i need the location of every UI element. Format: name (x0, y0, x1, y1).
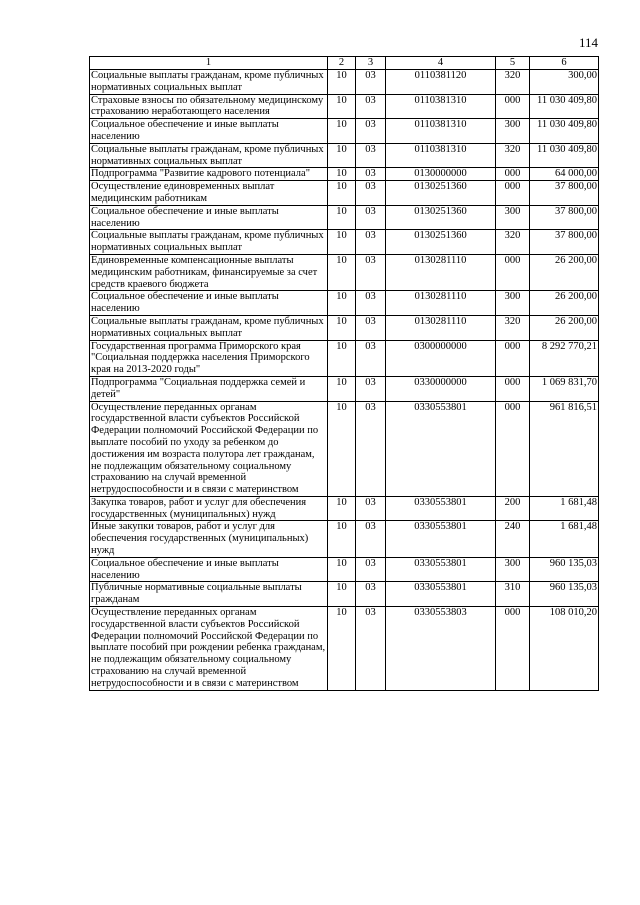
row-target-code: 0300000000 (386, 340, 496, 376)
header-col-6: 6 (530, 57, 599, 70)
row-subsection: 03 (356, 205, 386, 230)
table-row (90, 315, 599, 340)
row-target-code: 0330553801 (386, 582, 496, 607)
row-amount: 26 200,00 (530, 315, 599, 340)
row-target-code: 0330553801 (386, 557, 496, 582)
row-name: Подпрограмма "Социальная поддержка семей и детей" (90, 376, 328, 401)
row-amount: 37 800,00 (530, 230, 599, 255)
row-section: 10 (328, 143, 356, 168)
header-col-1: 1 (90, 57, 328, 70)
header-col-5: 5 (496, 57, 530, 70)
row-amount: 1 681,48 (530, 496, 599, 521)
row-expense-type: 200 (496, 496, 530, 521)
row-subsection: 03 (356, 143, 386, 168)
row-subsection: 03 (356, 181, 386, 206)
row-name: Социальное обеспечение и иные выплаты населению (90, 119, 328, 144)
row-expense-type: 000 (496, 376, 530, 401)
row-target-code: 0110381310 (386, 94, 496, 119)
row-expense-type: 000 (496, 401, 530, 496)
row-amount: 37 800,00 (530, 205, 599, 230)
row-section: 10 (328, 496, 356, 521)
table-row (90, 376, 599, 401)
row-target-code: 0130251360 (386, 230, 496, 255)
row-name: Государственная программа Приморского края "Социальная поддержка населения Приморского края на 2013-2020 годы" (90, 340, 328, 376)
row-name: Социальное обеспечение и иные выплаты населению (90, 557, 328, 582)
table-row (90, 607, 599, 691)
table-row (90, 70, 599, 95)
row-name: Социальное обеспечение и иные выплаты населению (90, 291, 328, 316)
row-amount: 26 200,00 (530, 291, 599, 316)
row-expense-type: 000 (496, 181, 530, 206)
row-subsection: 03 (356, 340, 386, 376)
row-amount: 8 292 770,21 (530, 340, 599, 376)
row-section: 10 (328, 291, 356, 316)
row-name: Осуществление переданных органам государственной власти субъектов Российской Федерации полномочий Российской Федерации по выплате пособий по уходу за ребенком до достижения им возраста полутора лет гражданам, не подлежащим обязательному социальному страхованию на случай временной нетрудоспособности и в связи с материнством (90, 401, 328, 496)
table-row (90, 181, 599, 206)
row-amount: 37 800,00 (530, 181, 599, 206)
row-target-code: 0130281110 (386, 254, 496, 290)
table-row (90, 254, 599, 290)
row-expense-type: 000 (496, 254, 530, 290)
row-expense-type: 320 (496, 70, 530, 95)
row-target-code: 0130251360 (386, 205, 496, 230)
row-name: Социальные выплаты гражданам, кроме публичных нормативных социальных выплат (90, 230, 328, 255)
row-target-code: 0130281110 (386, 291, 496, 316)
table-row (90, 557, 599, 582)
row-amount: 26 200,00 (530, 254, 599, 290)
row-expense-type: 000 (496, 607, 530, 691)
row-section: 10 (328, 557, 356, 582)
row-section: 10 (328, 521, 356, 557)
header-col-4: 4 (386, 57, 496, 70)
row-amount: 1 069 831,70 (530, 376, 599, 401)
row-expense-type: 300 (496, 291, 530, 316)
row-section: 10 (328, 94, 356, 119)
table-row (90, 496, 599, 521)
row-name: Иные закупки товаров, работ и услуг для обеспечения государственных (муниципальных) нужд (90, 521, 328, 557)
row-amount: 960 135,03 (530, 557, 599, 582)
row-subsection: 03 (356, 94, 386, 119)
row-subsection: 03 (356, 496, 386, 521)
row-target-code: 0110381120 (386, 70, 496, 95)
row-subsection: 03 (356, 230, 386, 255)
row-subsection: 03 (356, 607, 386, 691)
row-section: 10 (328, 315, 356, 340)
row-expense-type: 300 (496, 557, 530, 582)
row-name: Осуществление единовременных выплат медицинским работникам (90, 181, 328, 206)
row-subsection: 03 (356, 582, 386, 607)
row-section: 10 (328, 401, 356, 496)
row-amount: 961 816,51 (530, 401, 599, 496)
row-subsection: 03 (356, 291, 386, 316)
row-target-code: 0330553803 (386, 607, 496, 691)
row-amount: 1 681,48 (530, 521, 599, 557)
row-target-code: 0130000000 (386, 168, 496, 181)
row-subsection: 03 (356, 168, 386, 181)
row-name: Подпрограмма "Развитие кадрового потенциала" (90, 168, 328, 181)
row-name: Закупка товаров, работ и услуг для обеспечения государственных (муниципальных) нужд (90, 496, 328, 521)
row-expense-type: 320 (496, 143, 530, 168)
table-row (90, 119, 599, 144)
row-section: 10 (328, 607, 356, 691)
row-name: Социальные выплаты гражданам, кроме публичных нормативных социальных выплат (90, 315, 328, 340)
budget-table (89, 56, 599, 691)
row-amount: 11 030 409,80 (530, 143, 599, 168)
row-name: Единовременные компенсационные выплаты медицинским работникам, финансируемые за счет средств краевого бюджета (90, 254, 328, 290)
row-expense-type: 000 (496, 168, 530, 181)
row-subsection: 03 (356, 521, 386, 557)
row-expense-type: 300 (496, 119, 530, 144)
row-target-code: 0330000000 (386, 376, 496, 401)
row-target-code: 0330553801 (386, 401, 496, 496)
table-row (90, 205, 599, 230)
header-col-2: 2 (328, 57, 356, 70)
row-target-code: 0330553801 (386, 521, 496, 557)
row-section: 10 (328, 205, 356, 230)
row-amount: 108 010,20 (530, 607, 599, 691)
row-subsection: 03 (356, 70, 386, 95)
row-expense-type: 310 (496, 582, 530, 607)
table-row (90, 521, 599, 557)
row-expense-type: 000 (496, 340, 530, 376)
row-expense-type: 240 (496, 521, 530, 557)
table-row (90, 143, 599, 168)
row-subsection: 03 (356, 376, 386, 401)
row-expense-type: 300 (496, 205, 530, 230)
row-amount: 11 030 409,80 (530, 94, 599, 119)
row-section: 10 (328, 340, 356, 376)
row-section: 10 (328, 582, 356, 607)
row-name: Публичные нормативные социальные выплаты гражданам (90, 582, 328, 607)
row-name: Осуществление переданных органам государственной власти субъектов Российской Федерации полномочий Российской Федерации по выплате пособий при рождении ребенка гражданам, не подлежащим обязательному социальному страхованию на случай временной нетрудоспособности и в связи с материнством (90, 607, 328, 691)
table-row (90, 401, 599, 496)
row-section: 10 (328, 119, 356, 144)
row-amount: 64 000,00 (530, 168, 599, 181)
row-target-code: 0130281110 (386, 315, 496, 340)
header-col-3: 3 (356, 57, 386, 70)
row-expense-type: 000 (496, 94, 530, 119)
row-subsection: 03 (356, 119, 386, 144)
row-target-code: 0110381310 (386, 143, 496, 168)
table-row (90, 168, 599, 181)
row-section: 10 (328, 168, 356, 181)
row-amount: 300,00 (530, 70, 599, 95)
page-number: 114 (578, 35, 598, 50)
row-section: 10 (328, 181, 356, 206)
table-row (90, 340, 599, 376)
row-subsection: 03 (356, 315, 386, 340)
row-section: 10 (328, 376, 356, 401)
table-row (90, 582, 599, 607)
row-name: Социальные выплаты гражданам, кроме публичных нормативных социальных выплат (90, 143, 328, 168)
row-subsection: 03 (356, 254, 386, 290)
row-name: Социальное обеспечение и иные выплаты населению (90, 205, 328, 230)
table-row (90, 291, 599, 316)
row-target-code: 0110381310 (386, 119, 496, 144)
row-target-code: 0330553801 (386, 496, 496, 521)
table-header-row (90, 57, 599, 70)
row-target-code: 0130251360 (386, 181, 496, 206)
row-expense-type: 320 (496, 230, 530, 255)
row-name: Социальные выплаты гражданам, кроме публичных нормативных социальных выплат (90, 70, 328, 95)
row-section: 10 (328, 254, 356, 290)
row-subsection: 03 (356, 401, 386, 496)
row-expense-type: 320 (496, 315, 530, 340)
row-amount: 960 135,03 (530, 582, 599, 607)
row-amount: 11 030 409,80 (530, 119, 599, 144)
row-section: 10 (328, 230, 356, 255)
row-subsection: 03 (356, 557, 386, 582)
table-row (90, 94, 599, 119)
table-row (90, 230, 599, 255)
row-name: Страховые взносы по обязательному медицинскому страхованию неработающего населения (90, 94, 328, 119)
row-section: 10 (328, 70, 356, 95)
